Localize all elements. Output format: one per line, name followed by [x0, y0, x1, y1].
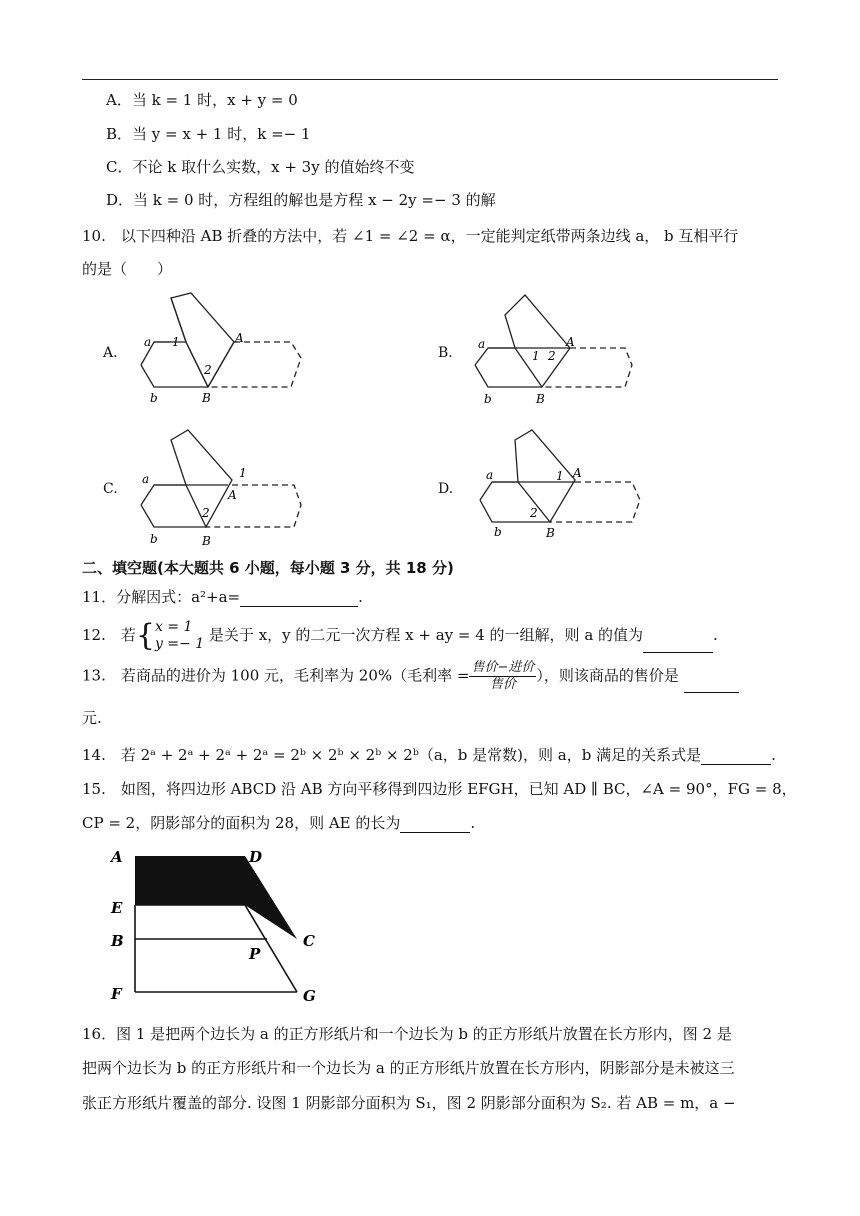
svg-text:A: A	[235, 331, 244, 345]
answer-blank[interactable]	[643, 636, 713, 653]
label-a: A	[111, 848, 123, 866]
q15-end: .	[470, 814, 476, 832]
svg-text:2: 2	[202, 506, 210, 520]
q12-post: 是关于 x，y 的二元一次方程 x + ay = 4 的一组解，则 a 的值为	[208, 626, 644, 644]
fig-label-b: B.	[438, 345, 453, 361]
q10-line2: 的是（ ）	[82, 260, 173, 278]
q14-text: 14. 若 2ᵃ + 2ᵃ + 2ᵃ + 2ᵃ = 2ᵇ × 2ᵇ × 2ᵇ × 2ᵇ（a，b 是常数)，则 a，b 满足的关系式是	[82, 746, 702, 764]
option-d: D．当 k = 0 时，方程组的解也是方程 x − 2y =− 3 的解	[106, 191, 496, 209]
svg-text:a: a	[478, 337, 486, 351]
fold-figure-d	[470, 425, 645, 550]
svg-text:1: 1	[532, 349, 540, 363]
option-b: B．当 y = x + 1 时，k =− 1	[106, 125, 311, 143]
fraction-numerator: 售价−进价	[471, 660, 535, 675]
q11	[82, 587, 363, 607]
q14	[82, 745, 776, 765]
section-heading: 二、填空题(本大题共 6 小题，每小题 3 分，共 18 分)	[82, 559, 454, 577]
q16-line3: 张正方形纸片覆盖的部分. 设图 1 阴影部分面积为 S₁，图 2 阴影部分面积为 S₂. 若 AB = m，a −	[82, 1094, 736, 1112]
label-b: B	[111, 932, 124, 950]
answer-blank[interactable]	[400, 816, 470, 833]
q15-line2: CP = 2，阴影部分的面积为 28，则 AE 的长为	[82, 814, 401, 832]
label-d: D	[249, 848, 263, 866]
fold-figure-a	[136, 290, 306, 410]
option-a: A．当 k = 1 时，x + y = 0	[106, 91, 298, 109]
q11-text: 11．分解因式：a²+a=	[82, 588, 241, 606]
label-f: F	[111, 985, 122, 1003]
svg-text:A: A	[228, 488, 237, 502]
q11-end: .	[358, 588, 363, 606]
header-rule	[82, 79, 778, 80]
svg-text:1: 1	[239, 466, 247, 480]
fraction	[469, 660, 536, 693]
svg-text:a: a	[144, 335, 152, 349]
fraction-denominator: 售价	[489, 677, 516, 692]
svg-text:b: b	[494, 525, 502, 539]
label-p: P	[249, 945, 261, 963]
fig-label-c: C.	[103, 481, 118, 497]
fig-label-a: A.	[103, 345, 118, 361]
q15-line1: 15. 如图，将四边形 ABCD 沿 AB 方向平移得到四边形 EFGH，已知 AD ∥ BC，∠A = 90°，FG = 8，	[82, 780, 797, 798]
label-g: G	[303, 987, 316, 1005]
q13	[82, 660, 739, 693]
q16-line1: 16．图 1 是把两个边长为 a 的正方形纸片和一个边长为 b 的正方形纸片放置在长方形内，图 2 是	[82, 1025, 732, 1043]
svg-text:2: 2	[530, 506, 538, 520]
option-c: C．不论 k 取什么实数，x + 3y 的值始终不变	[106, 158, 415, 176]
q14-end: .	[771, 746, 776, 764]
svg-text:2: 2	[548, 349, 556, 363]
answer-blank[interactable]	[701, 748, 771, 765]
svg-text:B: B	[202, 391, 211, 405]
svg-text:a: a	[142, 472, 150, 486]
svg-text:B: B	[202, 534, 211, 548]
equation-system	[155, 619, 204, 653]
q12-pre: 12. 若	[82, 626, 136, 644]
label-c: C	[303, 932, 315, 950]
fig-label-d: D.	[438, 481, 454, 497]
q16-line2: 把两个边长为 b 的正方形纸片和一个边长为 a 的正方形纸片放置在长方形内，阴影部分是未被这三	[82, 1059, 735, 1077]
answer-blank[interactable]	[240, 590, 358, 607]
brace-symbol: {	[135, 618, 155, 653]
translation-figure	[105, 843, 325, 1008]
q15	[82, 813, 475, 833]
svg-text:b: b	[150, 532, 158, 546]
q10-line1: 10. 以下四种沿 AB 折叠的方法中，若 ∠1 = ∠2 = α，一定能判定纸带两条边线 a， b 互相平行	[82, 227, 739, 245]
svg-text:b: b	[150, 391, 158, 405]
q13-tail: 元.	[82, 709, 102, 727]
q12	[82, 619, 718, 653]
svg-text:B: B	[546, 526, 555, 540]
svg-text:b: b	[484, 392, 492, 406]
svg-text:2: 2	[204, 363, 212, 377]
sys-row-2: y =− 1	[154, 636, 205, 652]
fold-figure-b	[470, 290, 640, 410]
svg-text:a: a	[486, 468, 494, 482]
svg-text:A: A	[566, 335, 575, 349]
fold-figure-c	[136, 425, 306, 550]
q12-end: .	[713, 626, 718, 644]
svg-text:A: A	[573, 466, 582, 480]
svg-text:1: 1	[556, 469, 564, 483]
answer-blank[interactable]	[684, 676, 739, 693]
svg-text:1: 1	[172, 335, 180, 349]
svg-text:B: B	[536, 392, 545, 406]
label-e: E	[111, 899, 123, 917]
q13-pre: 13. 若商品的进价为 100 元，毛利率为 20%（毛利率 =	[82, 666, 470, 685]
q13-post: ），则该商品的售价是	[536, 666, 679, 685]
sys-row-1: x = 1	[154, 619, 193, 635]
